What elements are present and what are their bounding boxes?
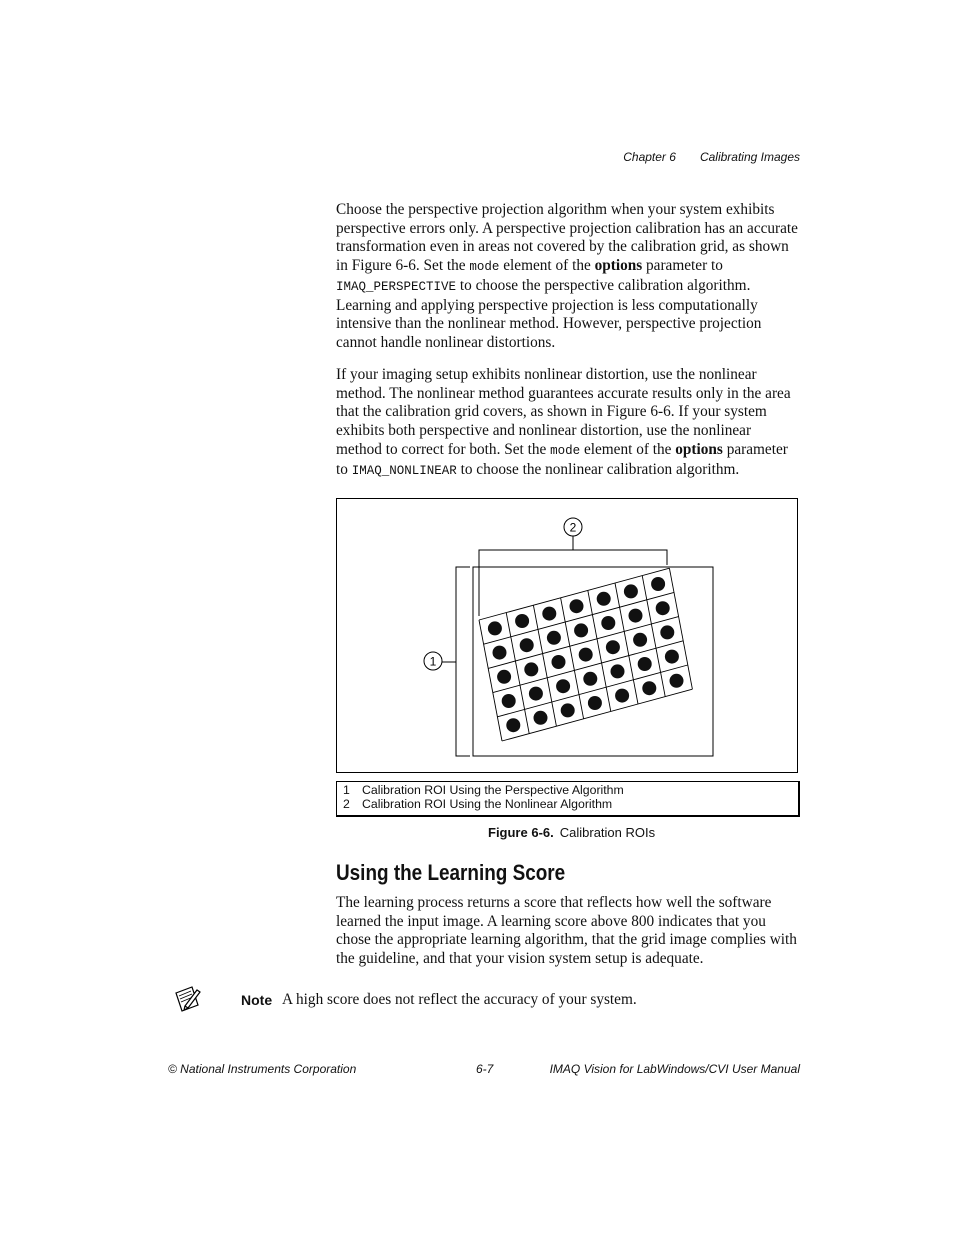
legend-number: 2 bbox=[343, 797, 350, 811]
code-mode: mode bbox=[550, 443, 581, 458]
bold-options: options bbox=[675, 440, 723, 458]
calibration-dot bbox=[547, 631, 561, 645]
calibration-dot bbox=[502, 694, 516, 708]
legend-text: Calibration ROI Using the Perspective Algorithm bbox=[362, 783, 624, 797]
calibration-dot bbox=[624, 584, 638, 598]
paragraph-perspective bbox=[336, 201, 798, 353]
calibration-dot bbox=[561, 703, 575, 717]
code-imaq-perspective: IMAQ_PERSPECTIVE bbox=[336, 279, 457, 294]
legend-item-2 bbox=[343, 797, 798, 811]
calibration-dot bbox=[515, 614, 529, 628]
calibration-dot bbox=[570, 599, 584, 613]
footer-copyright: © National Instruments Corporation bbox=[168, 1062, 357, 1076]
calibration-dot bbox=[493, 646, 507, 660]
calibration-dot bbox=[583, 672, 597, 686]
calibration-dot bbox=[588, 696, 602, 710]
header-title: Calibrating Images bbox=[699, 150, 800, 164]
footer-page-number: 6-7 bbox=[476, 1062, 494, 1076]
footer-manual-title: IMAQ Vision for LabWindows/CVI User Manual bbox=[549, 1062, 800, 1076]
calibration-dot bbox=[606, 640, 620, 654]
text-run: element of the bbox=[580, 440, 676, 458]
section-heading: Using the Learning Score bbox=[336, 860, 566, 885]
paragraph-learning-score: The learning process returns a score that reflects how well the software learned the input image. A learning score above 800 indicates that you chose the appropriate learning algorithm, that the grid image complies with the guideline, and that your vision system setup is adequate. bbox=[336, 894, 797, 968]
calibration-dot bbox=[574, 623, 588, 637]
calibration-dot bbox=[660, 625, 674, 639]
calibration-dot bbox=[520, 638, 534, 652]
text-run: parameter to bbox=[336, 440, 788, 478]
calibration-dot bbox=[656, 601, 670, 615]
calibration-dot bbox=[638, 657, 652, 671]
callout-2-label: 2 bbox=[569, 520, 577, 535]
text-run: parameter to bbox=[642, 257, 723, 275]
calibration-dot bbox=[579, 648, 593, 662]
note-text: A high score does not reflect the accuracy of your system. bbox=[282, 991, 637, 1008]
calibration-dot bbox=[665, 650, 679, 664]
callout-1-label: 1 bbox=[429, 654, 437, 669]
caption-label: Figure 6-6. bbox=[488, 825, 554, 840]
legend-number: 1 bbox=[343, 783, 350, 797]
calibration-dot bbox=[615, 689, 629, 703]
note-pencil-icon bbox=[173, 984, 205, 1014]
calibration-grid bbox=[479, 568, 692, 741]
calibration-dot bbox=[542, 607, 556, 621]
text-run: Choose the perspective projection algorithm when your system exhibits perspective errors only. A perspective projection calibration has an accurate transformation even in areas not covered by the calibration grid, as shown in Figure 6-6. Set the bbox=[336, 201, 798, 275]
bold-options: options bbox=[594, 257, 643, 275]
calibration-dot bbox=[552, 655, 566, 669]
text-run: to choose the perspective calibration algorithm. Learning and applying perspective projection is less computationally intensive than the nonlinear method. However, perspective projection cannot handle nonlinear distortions. bbox=[336, 276, 762, 351]
header-chapter: Chapter 6 bbox=[623, 150, 676, 164]
running-header bbox=[623, 150, 800, 164]
calibration-dot bbox=[633, 633, 647, 647]
calibration-dot bbox=[670, 674, 684, 688]
calibration-dot bbox=[497, 670, 511, 684]
code-mode: mode bbox=[469, 260, 500, 275]
calibration-dot bbox=[651, 577, 665, 591]
calibration-dot bbox=[629, 609, 643, 623]
calibration-roi-illustration bbox=[337, 499, 799, 774]
calibration-dot bbox=[642, 681, 656, 695]
calibration-dot bbox=[556, 679, 570, 693]
calibration-dot bbox=[488, 621, 502, 635]
text-run: element of the bbox=[499, 257, 595, 275]
figure-frame bbox=[336, 498, 798, 773]
calibration-dot bbox=[524, 662, 538, 676]
caption-text: Calibration ROIs bbox=[559, 825, 656, 840]
code-imaq-nonlinear: IMAQ_NONLINEAR bbox=[351, 463, 457, 478]
calibration-dot bbox=[506, 718, 520, 732]
calibration-dot bbox=[597, 592, 611, 606]
perspective-roi-bracket bbox=[456, 567, 470, 756]
note-label: Note bbox=[241, 992, 273, 1008]
figure-caption bbox=[488, 825, 655, 840]
calibration-dot bbox=[529, 687, 543, 701]
calibration-dot bbox=[601, 616, 615, 630]
legend-text: Calibration ROI Using the Nonlinear Algorithm bbox=[362, 797, 613, 811]
text-run: to choose the nonlinear calibration algorithm. bbox=[456, 460, 740, 478]
paragraph-nonlinear bbox=[336, 366, 798, 480]
calibration-dot bbox=[534, 711, 548, 725]
text-run: If your imaging setup exhibits nonlinear distortion, use the nonlinear method. The nonlinear method guarantees accurate results only in the area that the calibration grid covers, as shown in Figure 6-6. If your system exhibits both perspective and nonlinear distortion, use the nonlinear method to correct for both. Set the bbox=[336, 366, 791, 458]
figure-legend bbox=[336, 781, 800, 817]
calibration-dot bbox=[611, 664, 625, 678]
legend-item-1 bbox=[343, 783, 798, 797]
